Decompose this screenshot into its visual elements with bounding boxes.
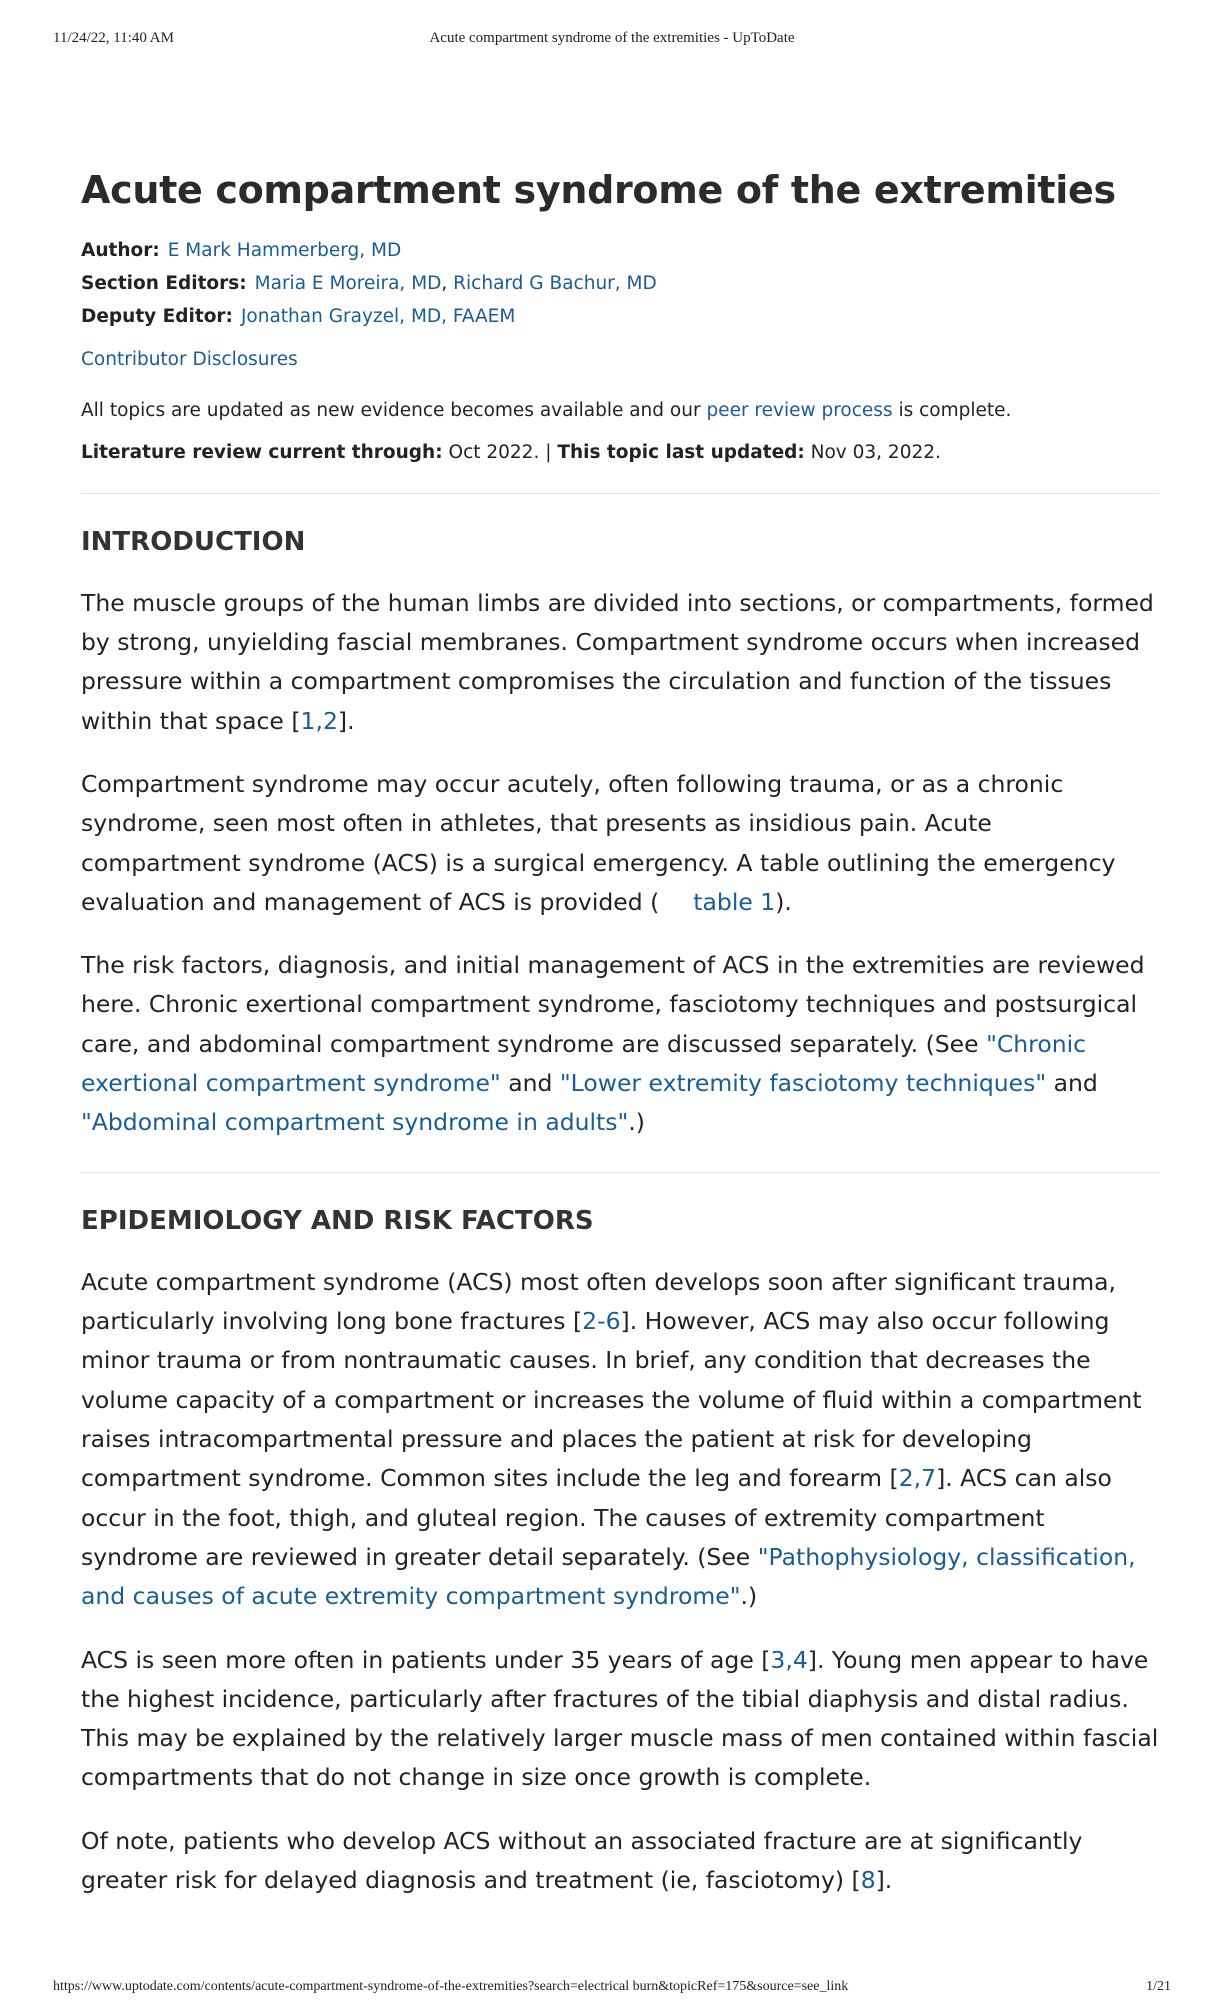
section-editors-row: Section Editors: Maria E Moreira, MD, Richard G Bachur, MD [81,272,657,294]
reference-link[interactable]: 2-6 [582,1307,621,1336]
deputy-editor-label: Deputy Editor: [81,305,233,327]
last-updated-value: Nov 03, 2022. [804,441,941,463]
table-icon [661,893,687,913]
reference-link[interactable]: 2,7 [898,1464,937,1493]
abdominal-compartment-link[interactable]: "Abdominal compartment syndrome in adults" [81,1108,629,1137]
paragraph-text: .) [628,1108,645,1137]
section-editors-label: Section Editors: [81,272,247,294]
section-divider [81,493,1159,494]
paragraph-text: ). [775,887,792,916]
deputy-editor-row [81,300,1159,333]
epidemiology-heading: EPIDEMIOLOGY AND RISK FACTORS [81,1205,594,1236]
peer-review-link[interactable]: peer review process [706,399,893,421]
section-divider [81,1172,1159,1173]
paragraph-text: and [1046,1069,1098,1098]
lit-review-label: Literature review current through: [81,441,443,463]
article-content [81,168,1159,1900]
paragraph-text: Of note, patients who develop ACS without an associated fracture are at significantly greater risk for delayed diagnosis and treatment (ie, fasciotomy) [ [81,1826,1083,1894]
paragraph-text: ]. [875,1865,893,1894]
introduction-heading: INTRODUCTION [81,526,306,557]
paragraph-text: Compartment syndrome may occur acutely, often following trauma, or as a chronic syndrome, seen most often in athletes, that presents as insidious pain. Acute compartment syndrome (ACS) is a surgical emergency. A table outlining the emergency evaluation and management of ACS is provided ( [81,769,1116,916]
notice-text-end: is complete. [892,399,1012,421]
paragraph-text: The risk factors, diagnosis, and initial management of ACS in the extremities are reviewed here. Chronic exertional compartment syndrome, fasciotomy techniques and postsurgical care, and abdominal compartment syndrome are discussed separately. (See [81,951,1145,1058]
chronic-exertional-link[interactable]: "Chronic exertional compartment syndrome" [81,1029,1087,1098]
author-label: Author: [81,239,160,261]
author-row [81,234,1159,267]
intro-paragraph-3 [81,946,1159,1142]
article-title: Acute compartment syndrome of the extremities [81,168,1116,212]
paragraph-text: The muscle groups of the human limbs are divided into sections, or compartments, formed by strong, unyielding fascial membranes. Compartment syndrome occurs when increased pressure within a compartment compromises the circulation and function of the tissues within that space [ [81,588,1154,735]
paragraph-text: .) [740,1582,758,1611]
deputy-editor-link[interactable]: Jonathan Grayzel, MD, FAAEM [240,305,516,327]
reference-link[interactable]: 3,4 [770,1645,808,1674]
author-link[interactable]: E Mark Hammerberg, MD [167,239,402,261]
reference-link[interactable]: 8 [860,1865,876,1894]
section-editor-link-2[interactable]: Richard G Bachur, MD [453,272,657,294]
section-editor-link-1[interactable]: Maria E Moreira, MD [254,272,442,294]
notice-text: All topics are updated as new evidence becomes available and our [81,399,707,421]
page-number: 1/21 [1146,1979,1171,1994]
contributor-disclosures-link[interactable]: Contributor Disclosures [81,348,298,370]
paragraph-text: ]. However, ACS may also occur following minor trauma or from nontraumatic causes. In brief, any condition that decreases the volume capacity of a compartment or increases the volume of fluid within a compartment raises intracompartmental pressure and places the patient at risk for developing compartment syndrome. Common sites include the leg and forearm [ [81,1307,1142,1493]
epi-paragraph-1 [81,1263,1159,1617]
paragraph-text: ]. ACS can also occur in the foot, thigh, and gluteal region. The causes of extremity compartment syndrome are reviewed in greater detail separately. (See [81,1464,1112,1571]
pathophysiology-link[interactable]: "Pathophysiology, classification, and causes of acute extremity compartment syndrome" [81,1542,1136,1611]
lit-review-value: Oct 2022. | [442,441,558,463]
intro-paragraph-2 [81,765,1159,922]
paragraph-text: ACS is seen more often in patients under 35 years of age [ [81,1645,771,1674]
literature-review-status [81,438,1159,468]
paragraph-text: ]. Young men appear to have the highest incidence, particularly after fractures of the tibial diaphysis and distal radius. This may be explained by the relatively larger muscle mass of men contained within fascial compartments that do not change in size once growth is complete. [81,1645,1159,1792]
epi-paragraph-3 [81,1822,1159,1901]
disclosures-row [81,343,1159,376]
print-url: https://www.uptodate.com/contents/acute-compartment-syndrome-of-the-extremities?search=electrical burn&topicRef=175&source=see_link [53,1979,849,1994]
paragraph-text: and [500,1069,560,1098]
fasciotomy-techniques-link[interactable]: "Lower extremity fasciotomy techniques" [559,1069,1047,1098]
byline [81,234,1159,333]
paragraph-text: Acute compartment syndrome (ACS) most often develops soon after significant trauma, particularly involving long bone fractures [ [81,1267,1116,1336]
last-updated-label: This topic last updated: [557,441,805,463]
intro-paragraph-1 [81,584,1159,741]
update-notice [81,396,1159,426]
print-page-title: Acute compartment syndrome of the extremities - UpToDate [429,30,795,46]
print-datetime: 11/24/22, 11:40 AM [53,30,174,46]
table-1-link[interactable]: table 1 [693,887,776,916]
epi-paragraph-2 [81,1641,1159,1798]
reference-link[interactable]: 1,2 [300,706,338,735]
paragraph-text: ]. [337,706,355,735]
